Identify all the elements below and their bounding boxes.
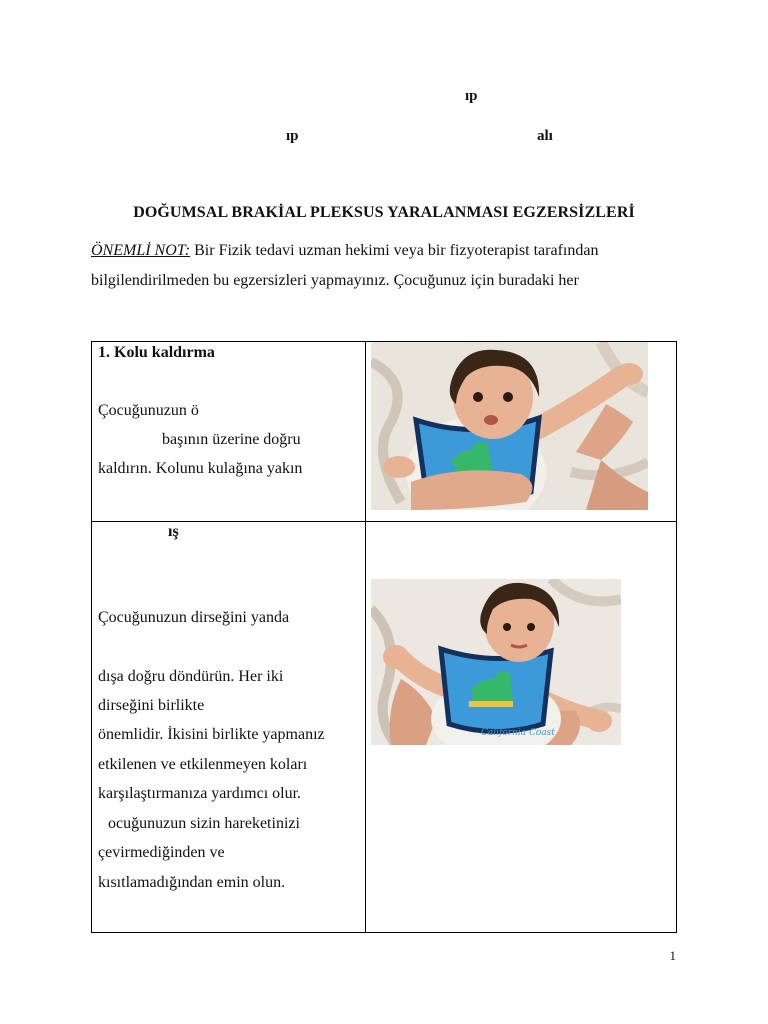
exercise-2-line-5: etkilenen ve etkilenmeyen koları (98, 756, 308, 773)
table-column-divider (365, 342, 366, 932)
important-note-text-1: Bir Fizik tedavi uzman hekimi veya bir fizyoterapist tarafından (190, 242, 599, 259)
document-title: DOĞUMSAL BRAKİAL PLEKSUS YARALANMASI EGZERSİZLERİ (133, 204, 635, 221)
exercise-1-line-3: kaldırın. Kolunu kulağına yakın (98, 460, 303, 477)
exercise-2-line-4: önemlidir. İkisini birlikte yapmanız (98, 726, 325, 743)
exercise-2-photo (371, 579, 621, 745)
page-number: 1 (669, 948, 676, 963)
exercise-1-heading: 1. Kolu kaldırma (98, 344, 215, 361)
important-note-line-2: bilgilendirilmeden bu egzersizleri yapmayınız. Çocuğunuz için buradaki her (91, 272, 579, 289)
header-fragment-1: ıp (465, 88, 478, 104)
bib-text: California Coast (481, 728, 555, 738)
exercise-2-line-7: ocuğunuzun sizin hareketinizi (108, 815, 300, 832)
exercise-2-line-3: dirseğini birlikte (98, 697, 205, 714)
exercise-2-line-2: dışa doğru döndürün. Her iki (98, 668, 284, 685)
exercise-2-heading: ış (168, 523, 179, 540)
exercise-2-line-1: Çocuğunuzun dirseğini yanda (98, 609, 290, 626)
important-note-label: ÖNEMLİ NOT: (91, 242, 191, 259)
header-fragment-3: alı (537, 128, 553, 144)
table-row-divider (92, 521, 676, 522)
exercise-2-line-8: çevirmediğinden ve (98, 844, 225, 861)
exercise-2-line-9: kısıtlamadığından emin olun. (98, 874, 286, 891)
exercise-1-line-2: başının üzerine doğru (162, 431, 301, 448)
exercise-2-line-6: karşılaştırmanıza yardımcı olur. (98, 785, 302, 802)
important-note-line-1 (91, 242, 598, 260)
header-fragment-2: ıp (286, 128, 299, 144)
exercise-1-line-1: Çocuğunuzun ö (98, 402, 199, 419)
exercise-table (91, 341, 677, 933)
exercise-1-photo (371, 342, 648, 510)
